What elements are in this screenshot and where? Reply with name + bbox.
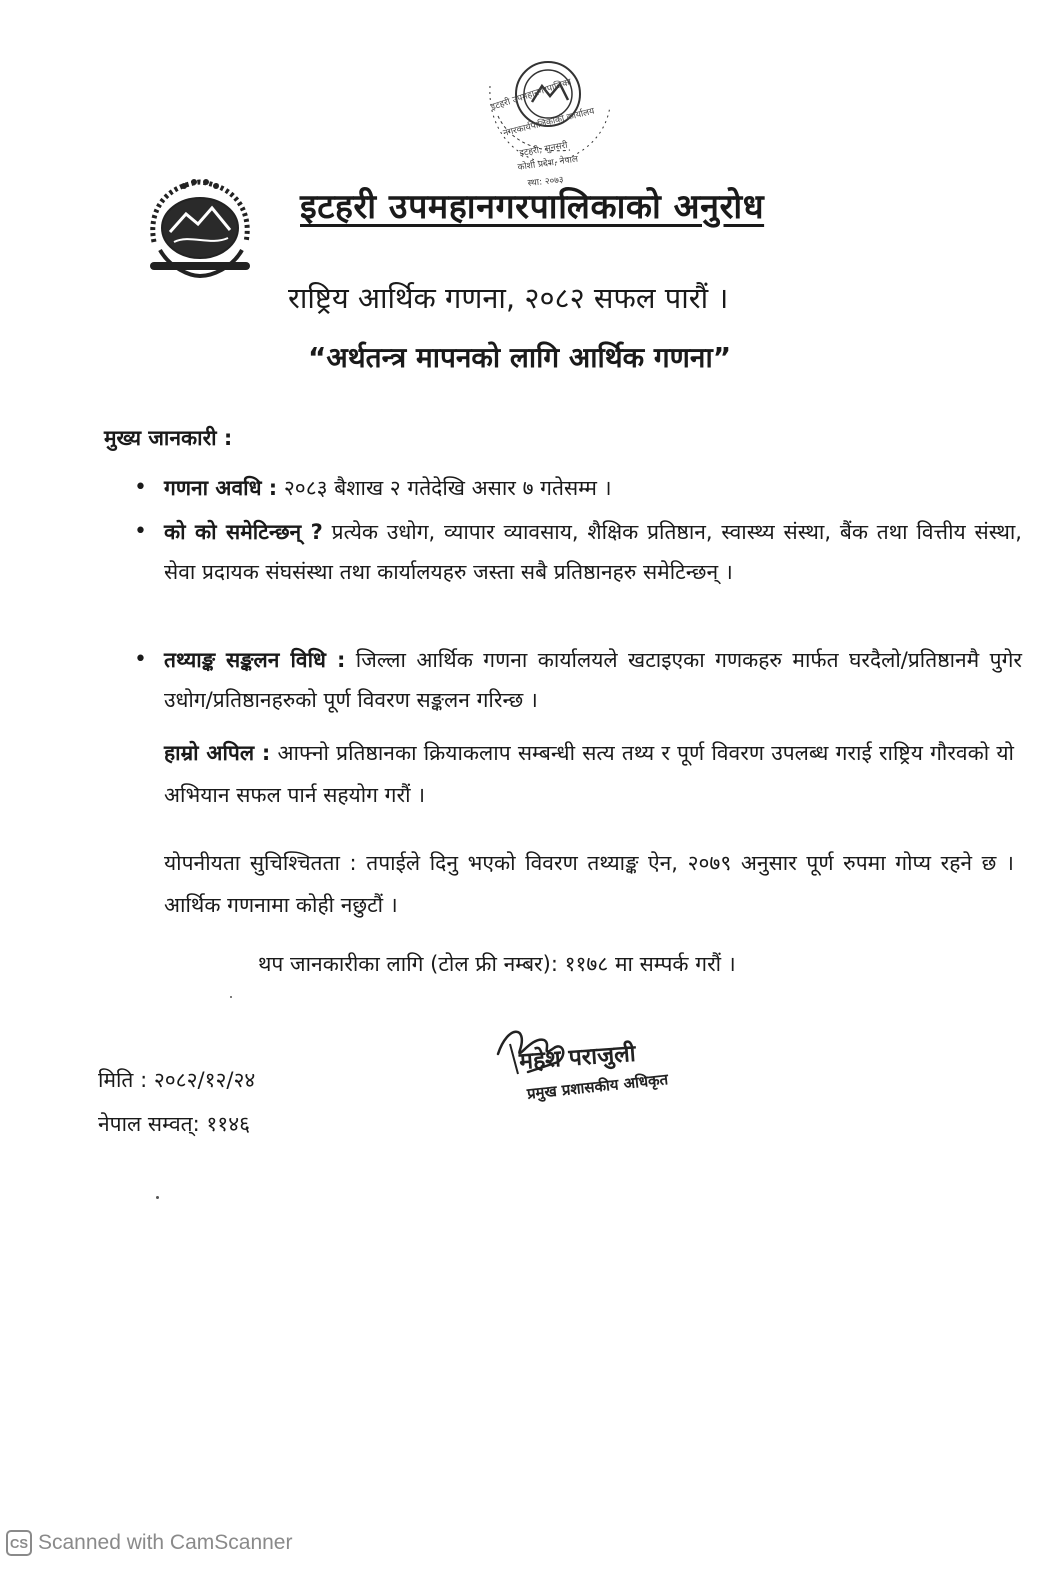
svg-text:कोशी प्रदेश, नेपाल: कोशी प्रदेश, नेपाल bbox=[517, 154, 579, 173]
contact-line: थप जानकारीका लागि (टोल फ्री नम्बर): ११७८ मा सम्पर्क गरौं । bbox=[258, 952, 736, 976]
confidentiality-paragraph: योपनीयता सुचिश्चितता : तपाईले दिनु भएको विवरण तथ्याङ्क ऐन, २०७९ अनुसार पूर्ण रुपमा गोप्य रहने छ । आर्थिक गणनामा कोही नछुटौं । bbox=[164, 851, 1014, 917]
bullet-text: जिल्ला आर्थिक गणना कार्यालयले खटाइएका गणकहरु मार्फत घरदैलो/प्रतिष्ठानमै पुगेर उधोग/प्रतिष्ठानहरुको पूर्ण विवरण सङ्कलन गरिन्छ । bbox=[164, 648, 1022, 712]
document-date: मिति : २०८२/१२/२४ bbox=[98, 1068, 256, 1092]
appeal-text: आफ्नो प्रतिष्ठानका क्रियाकलाप सम्बन्धी सत्य तथ्य र पूर्ण विवरण उपलब्ध गराई राष्ट्रिय गौरवको यो अभियान सफल पार्न सहयोग गरौं । bbox=[164, 741, 1014, 807]
section-heading: मुख्य जानकारी : bbox=[104, 426, 233, 450]
scan-speck bbox=[230, 996, 232, 998]
bullet-text: प्रत्येक उधोग, व्यापार व्यावसाय, शैक्षिक प्रतिष्ठान, स्वास्थ्य संस्था, बैंक तथा वित्तीय संस्था, सेवा प्रदायक संघसंस्था तथा कार्यालयहरु जस्ता सबै प्रतिष्ठानहरु समेटिन्छन् । bbox=[164, 520, 1022, 584]
svg-text:इटहरी उपमहानगरपालिका: इटहरी उपमहानगरपालिका bbox=[489, 77, 573, 113]
nepal-government-emblem bbox=[140, 172, 262, 284]
bullet-label: गणना अवधि : bbox=[164, 476, 278, 500]
appeal-paragraph bbox=[164, 732, 1014, 816]
signatory-name: महेश पराजुली bbox=[518, 1040, 637, 1075]
info-bullet-list bbox=[132, 468, 1022, 722]
campaign-subtitle: राष्ट्रिय आर्थिक गणना, २०८२ सफल पारौं । bbox=[288, 281, 729, 315]
list-item bbox=[132, 640, 1022, 720]
campaign-slogan: “अर्थतन्त्र मापनको लागि आर्थिक गणना” bbox=[308, 341, 732, 374]
bullet-label: तथ्याङ्क सङ्कलन विधि : bbox=[164, 648, 346, 672]
bullet-text: २०८३ बैशाख २ गतेदेखि असार ७ गतेसम्म । bbox=[277, 476, 612, 500]
bullet-label: को को समेटिन्छन् ? bbox=[164, 520, 323, 544]
list-item bbox=[132, 468, 1022, 510]
nepal-sambat-year: नेपाल सम्वत्: ११४६ bbox=[98, 1112, 251, 1136]
scanner-watermark bbox=[6, 1530, 292, 1556]
scan-speck bbox=[156, 1196, 159, 1199]
page-title: इटहरी उपमहानगरपालिकाको अनुरोध bbox=[300, 187, 765, 227]
list-item bbox=[132, 512, 1022, 638]
camscanner-icon: CS bbox=[6, 1530, 32, 1556]
appeal-label: हाम्रो अपिल : bbox=[164, 741, 271, 765]
svg-text:स्था: २०७३: स्था: २०७३ bbox=[527, 175, 565, 189]
municipality-stamp bbox=[470, 46, 625, 196]
watermark-text: Scanned with CamScanner bbox=[38, 1531, 293, 1554]
signatory-title: प्रमुख प्रशासकीय अधिकृत bbox=[526, 1070, 669, 1103]
svg-text:इटहरी, सुनसरी: इटहरी, सुनसरी bbox=[518, 140, 569, 159]
svg-text:नगरकार्यपालिकाको कार्यालय: नगरकार्यपालिकाको कार्यालय bbox=[502, 106, 596, 139]
